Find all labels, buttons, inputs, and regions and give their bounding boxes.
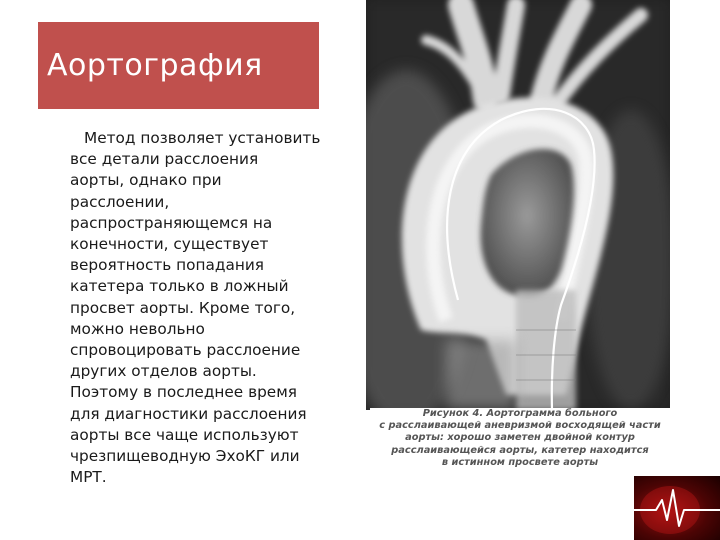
figure-caption: Рисунок 4. Аортограмма больного с расслаивающей аневризмой восходящей части аорты: хорошо заметен двойной контур расслаивающейся аорты, катетер находится в истинном просвете аорты: [370, 408, 670, 469]
aortogram-image: [366, 0, 670, 410]
heartbeat-icon: [634, 476, 720, 540]
logo: [634, 476, 720, 540]
slide-title: Аортография: [47, 48, 263, 83]
aortogram-drawing: [366, 0, 670, 410]
body-text: Метод позволяет установить все детали расслоения аорты, однако при расслоении, распространяющемся на конечности, существует вероятность попадания катетера только в ложный просвет аорты. Кроме того, можно невольно спровоцировать расслоение других отделов аорты. Поэтому в последнее время для диагностики расслоения аорты все чаще используют чрезпищеводную ЭхоКГ или МРТ.: [70, 129, 321, 487]
title-box: [38, 22, 319, 109]
